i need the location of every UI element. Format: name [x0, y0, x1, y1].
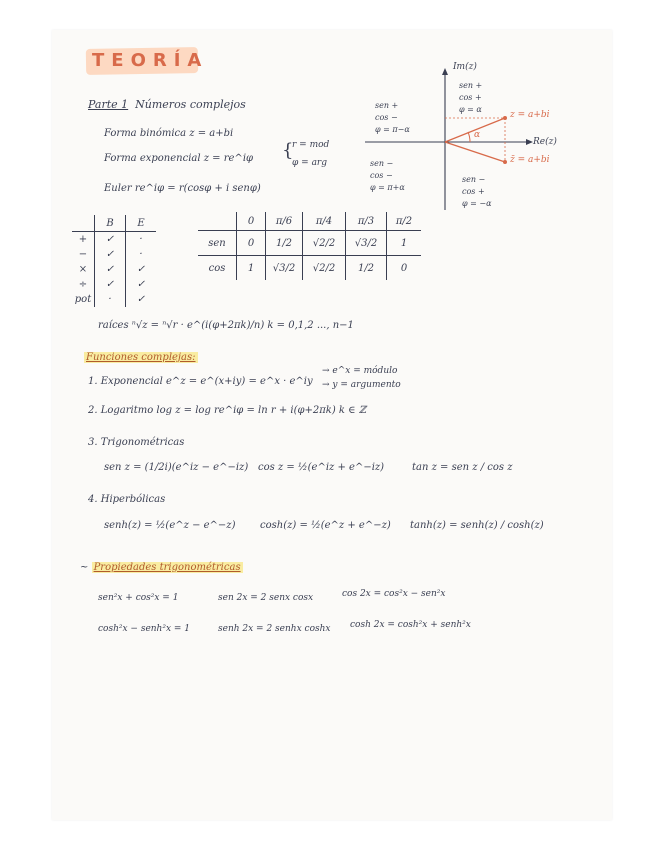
table-cell: ✓ [95, 277, 126, 292]
z-point [503, 116, 507, 120]
funcion-logaritmo: 2. Logaritmo log z = log re^iφ = ln r + i(φ+2πk) k ∈ ℤ [88, 405, 367, 416]
trig-values-table [198, 212, 421, 280]
table-cell: π/6 [266, 212, 303, 231]
table-cell: sen [198, 231, 237, 256]
table-cell: √3/2 [266, 256, 303, 281]
table-cell: 1 [237, 256, 266, 281]
table-row [72, 292, 156, 307]
raices-formula: raíces ⁿ√z = ⁿ√r · e^(i(φ+2πk)/n) k = 0,1,2 ..., n−1 [98, 320, 354, 331]
tanh-z-formula: tanh(z) = senh(z) / cosh(z) [410, 520, 544, 531]
forma-exponencial: Forma exponencial z = re^iφ [104, 153, 254, 164]
zbar-label: z̄ = a+bi [510, 155, 550, 165]
table-cell: − [72, 247, 95, 262]
table-row [72, 277, 156, 292]
propiedades-heading: ~ Propiedades trigonométricas [80, 562, 241, 573]
table-cell [198, 212, 237, 231]
identity-senh2x: senh 2x = 2 senhx coshx [218, 624, 331, 634]
table-cell: 0 [237, 231, 266, 256]
z-label: z = a+bi [510, 110, 550, 120]
table-cell: 1/2 [266, 231, 303, 256]
exp-modulo-note: → e^x = módulo [322, 366, 398, 376]
table-cell: 1/2 [346, 256, 387, 281]
table-cell: √2/2 [303, 231, 346, 256]
senh-z-formula: senh(z) = ½(e^z − e^−z) [104, 520, 236, 531]
table-cell: + [72, 232, 95, 248]
funcion-trigonometricas: 3. Trigonométricas [88, 437, 185, 448]
table-cell: √3/2 [346, 231, 387, 256]
page-title: TEORÍA [92, 50, 209, 71]
table-cell: ✓ [95, 232, 126, 248]
table-cell: B [95, 215, 126, 232]
quadrant-1-signs: sen + cos + φ = α [459, 81, 483, 114]
table-cell: 0 [400, 262, 408, 274]
table-cell: · [139, 249, 143, 260]
table-row [72, 262, 156, 277]
funcion-hiperbolicas: 4. Hiperbólicas [88, 494, 166, 505]
table-cell: π/4 [303, 212, 346, 231]
table-cell: 0 [237, 212, 266, 231]
brace-glyph: { [282, 140, 294, 161]
tan-z-formula: tan z = sen z / cos z [412, 462, 513, 473]
imaginary-axis-arrow [442, 68, 448, 75]
table-header-row [198, 212, 421, 231]
table-row [72, 247, 156, 262]
table-cell: π/2 [387, 212, 422, 231]
table-cell [72, 215, 95, 232]
table-header-row [72, 215, 156, 232]
funcion-exponencial: 1. Exponencial e^z = e^(x+iy) = e^x · e^iy [88, 376, 313, 387]
table-cell: ÷ [72, 277, 95, 292]
table-cell: ✓ [95, 262, 126, 277]
operations-table [72, 215, 156, 307]
exp-modulo: r = mod [292, 140, 330, 150]
table-cell: · [139, 234, 143, 245]
quadrant-3-signs: sen − cos − φ = π+α [370, 159, 405, 192]
identity-sen2x: sen 2x = 2 senx cosx [218, 593, 314, 603]
table-cell: pot [72, 292, 95, 307]
cos-z-formula: cos z = ½(e^iz + e^−iz) [258, 462, 385, 473]
table-cell: 1 [387, 231, 422, 256]
quadrant-2-signs: sen + cos − φ = π−α [375, 101, 410, 134]
cosh-z-formula: cosh(z) = ½(e^z + e^−z) [260, 520, 391, 531]
table-cell: ✓ [136, 264, 146, 275]
table-cell: cos [198, 256, 237, 281]
table-row [198, 256, 421, 281]
identity-cos2x: cos 2x = cos²x − sen²x [342, 589, 446, 599]
table-cell: √2/2 [303, 256, 346, 281]
table-cell: π/3 [346, 212, 387, 231]
identity-cosh2x: cosh 2x = cosh²x + senh²x [350, 620, 471, 630]
alpha-label: α [474, 130, 481, 140]
re-axis-label: Re(z) [533, 137, 557, 147]
funciones-heading: Funciones complejas: [86, 352, 196, 363]
identity-hyperbolic: cosh²x − senh²x = 1 [98, 624, 191, 634]
zbar-vector [445, 142, 505, 162]
euler-formula: Euler re^iφ = r(cosφ + i senφ) [104, 183, 261, 194]
table-cell: E [126, 215, 157, 232]
table-cell: × [72, 262, 95, 277]
table-cell: · [95, 292, 126, 307]
table-cell: ✓ [136, 294, 146, 305]
exp-argumento-note: → y = argumento [322, 380, 401, 390]
alpha-arc [468, 132, 470, 142]
table-cell: ✓ [136, 279, 146, 290]
parte-label: Parte 1 Números complejos [88, 98, 246, 111]
forma-binomica: Forma binómica z = a+bi [104, 128, 234, 139]
table-row [72, 232, 156, 248]
zbar-point [503, 160, 507, 164]
table-cell: ✓ [95, 247, 126, 262]
table-row [198, 231, 421, 256]
im-axis-label: Im(z) [453, 62, 477, 72]
exp-argumento: φ = arg [292, 158, 327, 168]
quadrant-4-signs: sen − cos + φ = −α [462, 175, 492, 208]
sen-z-formula: sen z = (1/2i)(e^iz − e^−iz) [104, 462, 249, 473]
real-axis-arrow [526, 139, 533, 145]
identity-pythagorean: sen²x + cos²x = 1 [98, 593, 179, 603]
